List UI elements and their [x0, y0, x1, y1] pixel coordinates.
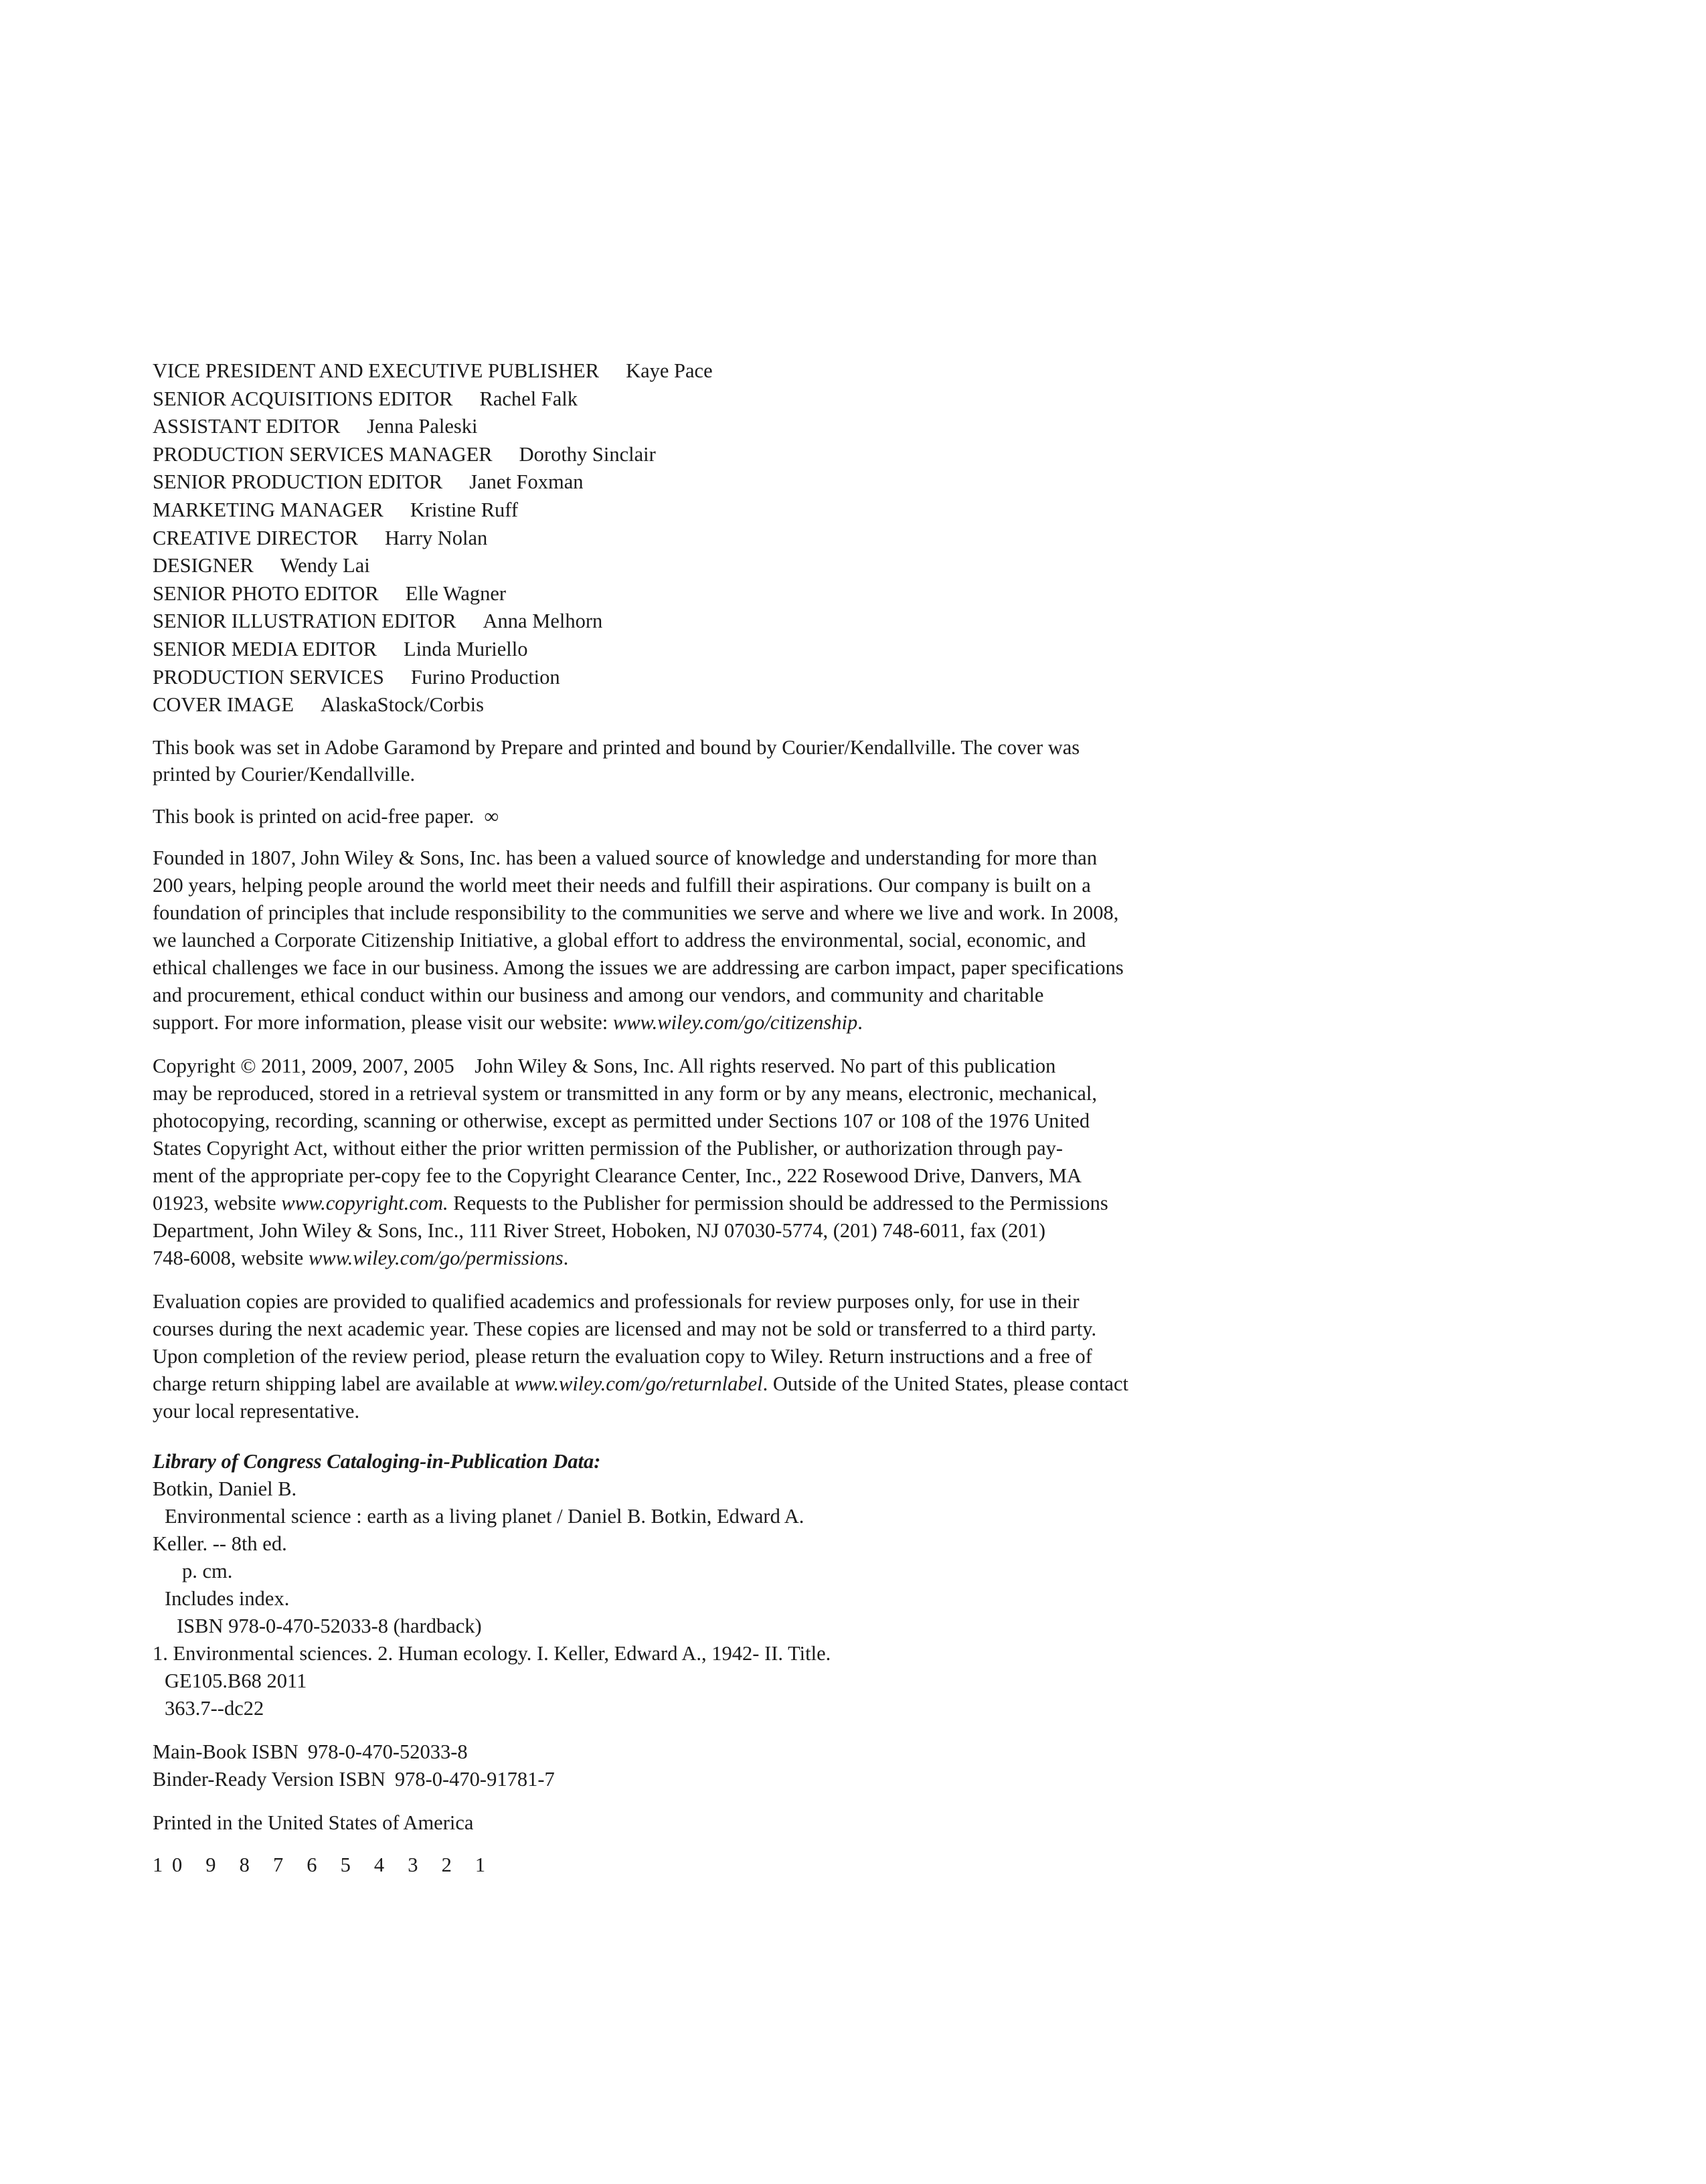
text-line: ment of the appropriate per-copy fee to the Copyright Clearance Center, Inc., 222 Rosewood Drive, Danvers, MA: [153, 1164, 1082, 1188]
credit-role: MARKETING MANAGER: [153, 498, 383, 521]
cip-line: GE105.B68 2011: [165, 1669, 307, 1693]
text-line: photocopying, recording, scanning or otherwise, except as permitted under Sections 107 or 108 of the 1976 United: [153, 1109, 1090, 1133]
cip-line: Includes index.: [165, 1587, 290, 1611]
isbn-row: [153, 1738, 1197, 1766]
cip-line: Keller. -- 8th ed.: [153, 1532, 287, 1556]
isbn-row: [153, 1766, 1197, 1793]
text-fragment: 748-6008, website: [153, 1247, 309, 1270]
permissions-link[interactable]: www.wiley.com/go/permissions: [308, 1247, 564, 1270]
isbn-value: 978-0-470-91781-7: [394, 1768, 555, 1791]
text-line: foundation of principles that include responsibility to the communities we serve and where we live and work. In 2008,: [153, 901, 1119, 925]
credit-role: SENIOR PRODUCTION EDITOR: [153, 470, 443, 494]
credit-row: [153, 496, 1197, 525]
isbn-label: Binder-Ready Version ISBN: [153, 1768, 386, 1791]
credit-row: [153, 468, 1197, 496]
text-line: 200 years, helping people around the world meet their needs and fulfill their aspirations. Our company is built on a: [153, 874, 1091, 897]
credit-name: AlaskaStock/Corbis: [320, 693, 484, 717]
returnlabel-link[interactable]: www.wiley.com/go/returnlabel: [514, 1372, 763, 1396]
credit-role: SENIOR MEDIA EDITOR: [153, 637, 377, 660]
credit-name: Harry Nolan: [384, 526, 488, 549]
text-line: printed by Courier/Kendallville.: [153, 763, 416, 786]
credit-role: SENIOR PHOTO EDITOR: [153, 581, 379, 605]
isbn-block: [153, 1738, 1197, 1793]
credit-name: Kaye Pace: [626, 359, 713, 382]
text-fragment: .: [857, 1011, 863, 1034]
cip-heading: Library of Congress Cataloging-in-Publication Data:: [153, 1450, 601, 1473]
text-line: courses during the next academic year. These copies are licensed and may not be sold or transferred to a third party.: [153, 1317, 1097, 1341]
cip-line: p. cm.: [182, 1560, 233, 1583]
cip-line: ISBN 978-0-470-52033-8 (hardback): [177, 1615, 482, 1638]
citizenship-paragraph: [153, 844, 1197, 1036]
credit-role: ASSISTANT EDITOR: [153, 415, 341, 438]
text-line: Upon completion of the review period, please return the evaluation copy to Wiley. Return instructions and a free of: [153, 1345, 1092, 1368]
isbn-value: 978-0-470-52033-8: [307, 1740, 468, 1764]
evaluation-paragraph: [153, 1288, 1197, 1425]
typeset-note: [153, 734, 1197, 788]
text-line: Founded in 1807, John Wiley & Sons, Inc. has been a valued source of knowledge and understanding for more than: [153, 846, 1098, 870]
text-line: ethical challenges we face in our business. Among the issues we are addressing are carbon impact, paper specifications: [153, 956, 1124, 980]
credit-name: Anna Melhorn: [483, 610, 603, 633]
text-line: States Copyright Act, without either the prior written permission of the Publisher, or authorization through pay-: [153, 1137, 1063, 1160]
acid-free-note: [153, 803, 1197, 830]
copyright-paragraph: [153, 1053, 1197, 1272]
cip-line: Botkin, Daniel B.: [153, 1477, 297, 1501]
credit-row: [153, 552, 1197, 580]
citizenship-link[interactable]: www.wiley.com/go/citizenship: [612, 1011, 858, 1034]
credit-row: [153, 385, 1197, 414]
text-fragment: .: [563, 1247, 569, 1270]
credit-name: Kristine Ruff: [410, 498, 519, 521]
text-line: This book was set in Adobe Garamond by Prepare and printed and bound by Courier/Kendallville. The cover was: [153, 735, 1080, 759]
credit-row: [153, 608, 1197, 636]
text-line: Department, John Wiley & Sons, Inc., 111 River Street, Hoboken, NJ 07030-5774, (201) 748-6011, fax (201): [153, 1219, 1046, 1243]
credit-name: Rachel Falk: [479, 387, 578, 410]
credit-row: [153, 580, 1197, 608]
text-line: and procurement, ethical conduct within our business and among our vendors, and community and charitable: [153, 984, 1044, 1007]
credit-name: Elle Wagner: [405, 581, 507, 605]
credit-row: [153, 525, 1197, 553]
credit-name: Furino Production: [410, 665, 560, 689]
credit-row: [153, 636, 1197, 664]
text-line: [153, 1009, 1197, 1036]
text-fragment: charge return shipping label are available at: [153, 1372, 515, 1396]
credit-row: [153, 413, 1197, 441]
text-fragment: 01923, website: [153, 1192, 282, 1215]
text-line: [153, 1370, 1197, 1398]
credit-role: SENIOR ILLUSTRATION EDITOR: [153, 610, 456, 633]
acid-free-text: This book is printed on acid-free paper.: [153, 804, 475, 828]
credit-row: [153, 441, 1197, 469]
text-fragment: support. For more information, please visit our website:: [153, 1011, 613, 1034]
text-line: Copyright © 2011, 2009, 2007, 2005 John Wiley & Sons, Inc. All rights reserved. No part of this publication: [153, 1055, 1056, 1078]
cip-line: 1. Environmental sciences. 2. Human ecology. I. Keller, Edward A., 1942- II. Title.: [153, 1642, 831, 1665]
copyright-link[interactable]: www.copyright.com.: [281, 1192, 448, 1215]
credit-role: SENIOR ACQUISITIONS EDITOR: [153, 387, 453, 410]
credit-row: [153, 357, 1197, 385]
printed-in: Printed in the United States of America: [153, 1811, 474, 1835]
credit-name: Dorothy Sinclair: [519, 442, 656, 466]
credits-list: [153, 357, 1197, 719]
credit-role: CREATIVE DIRECTOR: [153, 526, 358, 549]
text-fragment: . Outside of the United States, please contact: [762, 1372, 1128, 1396]
copyright-page: [153, 357, 1197, 1879]
credit-role: VICE PRESIDENT AND EXECUTIVE PUBLISHER: [153, 359, 600, 382]
credit-name: Jenna Paleski: [367, 415, 478, 438]
text-line: Evaluation copies are provided to qualified academics and professionals for review purposes only, for use in their: [153, 1290, 1080, 1313]
cip-block: [153, 1448, 1197, 1722]
credit-role: PRODUCTION SERVICES MANAGER: [153, 442, 493, 466]
credit-name: Linda Muriello: [403, 637, 528, 660]
text-line: [153, 1245, 1197, 1272]
text-fragment: Requests to the Publisher for permission should be addressed to the Permissions: [448, 1192, 1108, 1215]
credit-role: PRODUCTION SERVICES: [153, 665, 384, 689]
cip-line: 363.7--dc22: [165, 1697, 264, 1720]
infinity-icon: ∞: [484, 804, 499, 828]
credit-name: Janet Foxman: [469, 470, 584, 494]
isbn-label: Main-Book ISBN: [153, 1740, 298, 1764]
cip-line: Environmental science : earth as a living planet / Daniel B. Botkin, Edward A.: [165, 1505, 804, 1528]
credit-name: Wendy Lai: [280, 554, 370, 577]
credit-row: [153, 664, 1197, 692]
text-line: your local representative.: [153, 1400, 360, 1423]
credit-row: [153, 691, 1197, 719]
printing-numbers: 10 9 8 7 6 5 4 3 2 1: [153, 1853, 495, 1877]
text-line: we launched a Corporate Citizenship Initiative, a global effort to address the environmental, social, economic, and: [153, 929, 1086, 952]
credit-role: COVER IMAGE: [153, 693, 294, 717]
text-line: [153, 1190, 1197, 1217]
credit-role: DESIGNER: [153, 554, 254, 577]
text-line: may be reproduced, stored in a retrieval system or transmitted in any form or by any means, electronic, mechanical,: [153, 1082, 1097, 1105]
